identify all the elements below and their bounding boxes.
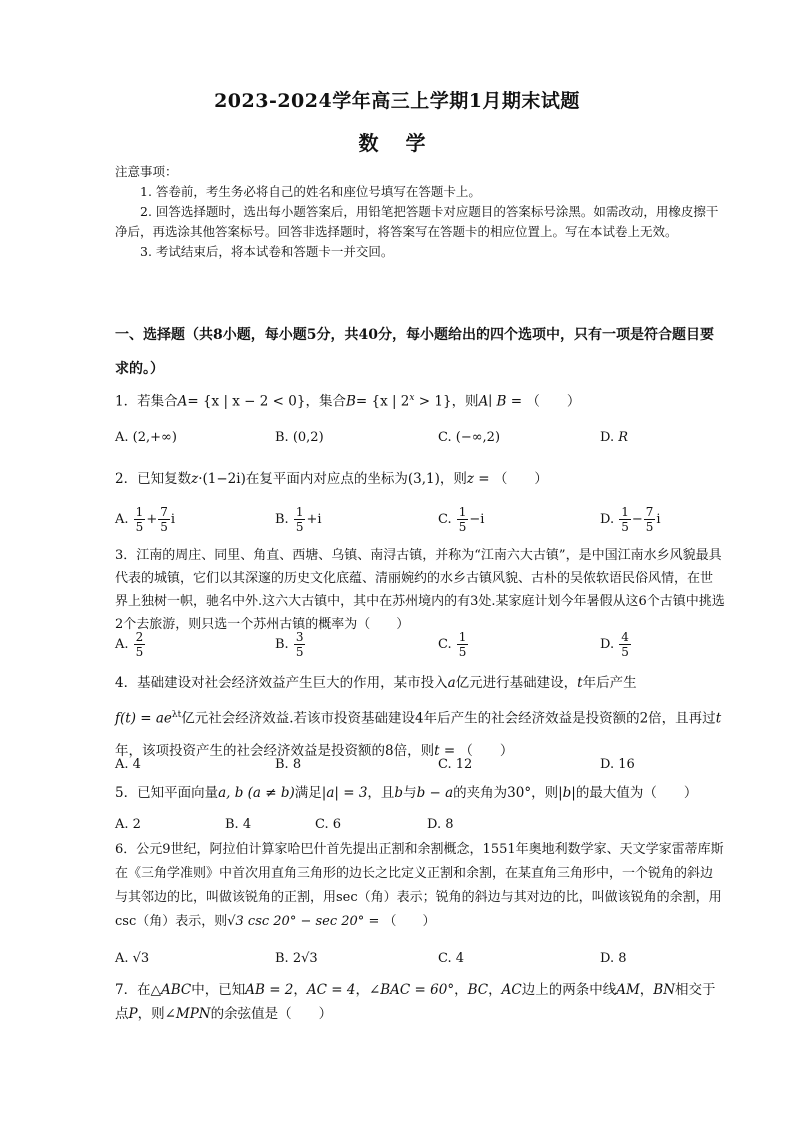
question-7: 7．在△ABC中，已知AB = 2，AC = 4，∠BAC = 60°，BC，AC边上的两条中线AM，BN相交于点P，则∠MPN的余弦值是（ ）	[115, 982, 716, 1022]
question-6-options	[115, 944, 725, 974]
note-item-1: 1. 答卷前，考生务必将自己的姓名和座位号填写在答题卡上。	[140, 184, 481, 199]
option-c[interactable]: C. 12	[438, 757, 473, 772]
option-b[interactable]: B. 4	[225, 817, 252, 832]
question-6: 6．公元9世纪，阿拉伯计算家哈巴什首先提出正割和余割概念，1551年奥地利数学家、天文学家雷蒂库斯在《三角学准则》中首次用直角三角形的边长之比定义正割和余割，在某直角三角形中，一个锐角的斜边与其邻边的比，叫做该锐角的正割，用sec（角）表示；锐角的斜边与其对边的比，叫做该锐角的余割，用csc（角）表示，则√3 csc 20° − sec 20° = （ ）	[115, 842, 724, 929]
question-1-options	[115, 423, 725, 453]
option-a[interactable]: A. 2	[115, 817, 141, 832]
option-a[interactable]: A. 4	[115, 757, 141, 772]
question-2-options	[115, 505, 725, 541]
question-5-options	[115, 810, 725, 840]
notes-block	[115, 162, 725, 262]
option-c[interactable]: C. 4	[438, 951, 465, 966]
option-c[interactable]: C. 6	[315, 817, 342, 832]
option-b[interactable]: B. (0,2)	[275, 430, 324, 445]
note-item-2: 2. 回答选择题时，选出每小题答案后，用铅笔把答题卡对应题目的答案标号涂黑。如需改动，用橡皮擦干净后，再选涂其他答案标号。回答非选择题时，将答案写在答题卡的相应位置上。写在本试卷上无效。	[115, 204, 719, 239]
option-d[interactable]: D. R	[600, 430, 629, 445]
option-d[interactable]: D. 8	[427, 817, 454, 832]
exam-title: 2023-2024学年高三上学期1月期末试题	[214, 90, 580, 112]
option-b[interactable]: B. 8	[275, 757, 302, 772]
question-4-options	[115, 750, 725, 780]
section-heading: 一、选择题（共8小题，每小题5分，共40分，每小题给出的四个选项中，只有一项是符合题目要求的。）	[115, 327, 714, 377]
option-b[interactable]: B. $\frac{3}{5}$	[275, 630, 304, 659]
option-a[interactable]: A. $\frac{1}{5}$ + $\frac{7}{5}$ i	[115, 505, 176, 534]
notes-heading: 注意事项：	[115, 164, 178, 179]
option-c[interactable]: C. $\frac{1}{5}$	[438, 630, 467, 659]
subject-title: 数 学	[358, 131, 436, 155]
option-d[interactable]: D. $\frac{1}{5}$ − $\frac{7}{5}$ i	[600, 505, 661, 534]
option-d[interactable]: D. 8	[600, 951, 627, 966]
option-b[interactable]: B. $\frac{1}{5}$ +i	[275, 505, 322, 534]
note-item-3: 3. 考试结束后，将本试卷和答题卡一并交回。	[140, 244, 394, 259]
question-2: 2．已知复数z·(1−2i)在复平面内对应点的坐标为(3,1)，则z = （ ）	[115, 471, 548, 487]
option-c[interactable]: C. (−∞,2)	[438, 430, 501, 445]
option-a[interactable]: A. (2,+∞)	[115, 430, 177, 445]
option-c[interactable]: C. $\frac{1}{5}$ −i	[438, 505, 485, 534]
option-d[interactable]: D. 16	[600, 757, 635, 772]
question-1: 1．若集合A= {x | x − 2 < 0}，集合B= {x | $2^x > 1$}，则A∣ B = （ ）	[115, 393, 581, 410]
question-3: 3．江南的周庄、同里、角直、西塘、乌镇、南浔古镇，并称为“江南六大古镇”，是中国江南水乡风貌最具代表的城镇，它们以其深邃的历史文化底蕴、清丽婉约的水乡古镇风貌、古朴的吴侬软语民俗风情，在世界上独树一帜，驰名中外.这六大古镇中，其中在苏州境内的有3处.某家庭计划今年暑假从这6个古镇中挑选2个去旅游，则只选一个苏州古镇的概率为（ ）	[115, 548, 725, 632]
question-5: 5．已知平面向量a, b (a ≠ b)满足|a| = 3，且b与b − a的夹角为30°，则|b|的最大值为（ ）	[115, 785, 698, 801]
option-d[interactable]: D. $\frac{4}{5}$	[600, 630, 629, 659]
option-a[interactable]: A. $\frac{2}{5}$	[115, 630, 144, 659]
question-3-options	[115, 630, 725, 666]
option-a[interactable]: A. √3	[115, 951, 150, 966]
question-4: 4．基础建设对社会经济效益产生巨大的作用，某市投入a亿元进行基础建设，t年后产生 $f(t) = ae^{\lambda t}$亿元社会经济效益.若该市投资基础建设4年后产生的社会经济效益是投资额的2倍，且再过t年，该项投资产生的社会经济效益是投资额的8倍，则t = （ ）	[115, 675, 722, 759]
option-b[interactable]: B. 2√3	[275, 951, 318, 966]
